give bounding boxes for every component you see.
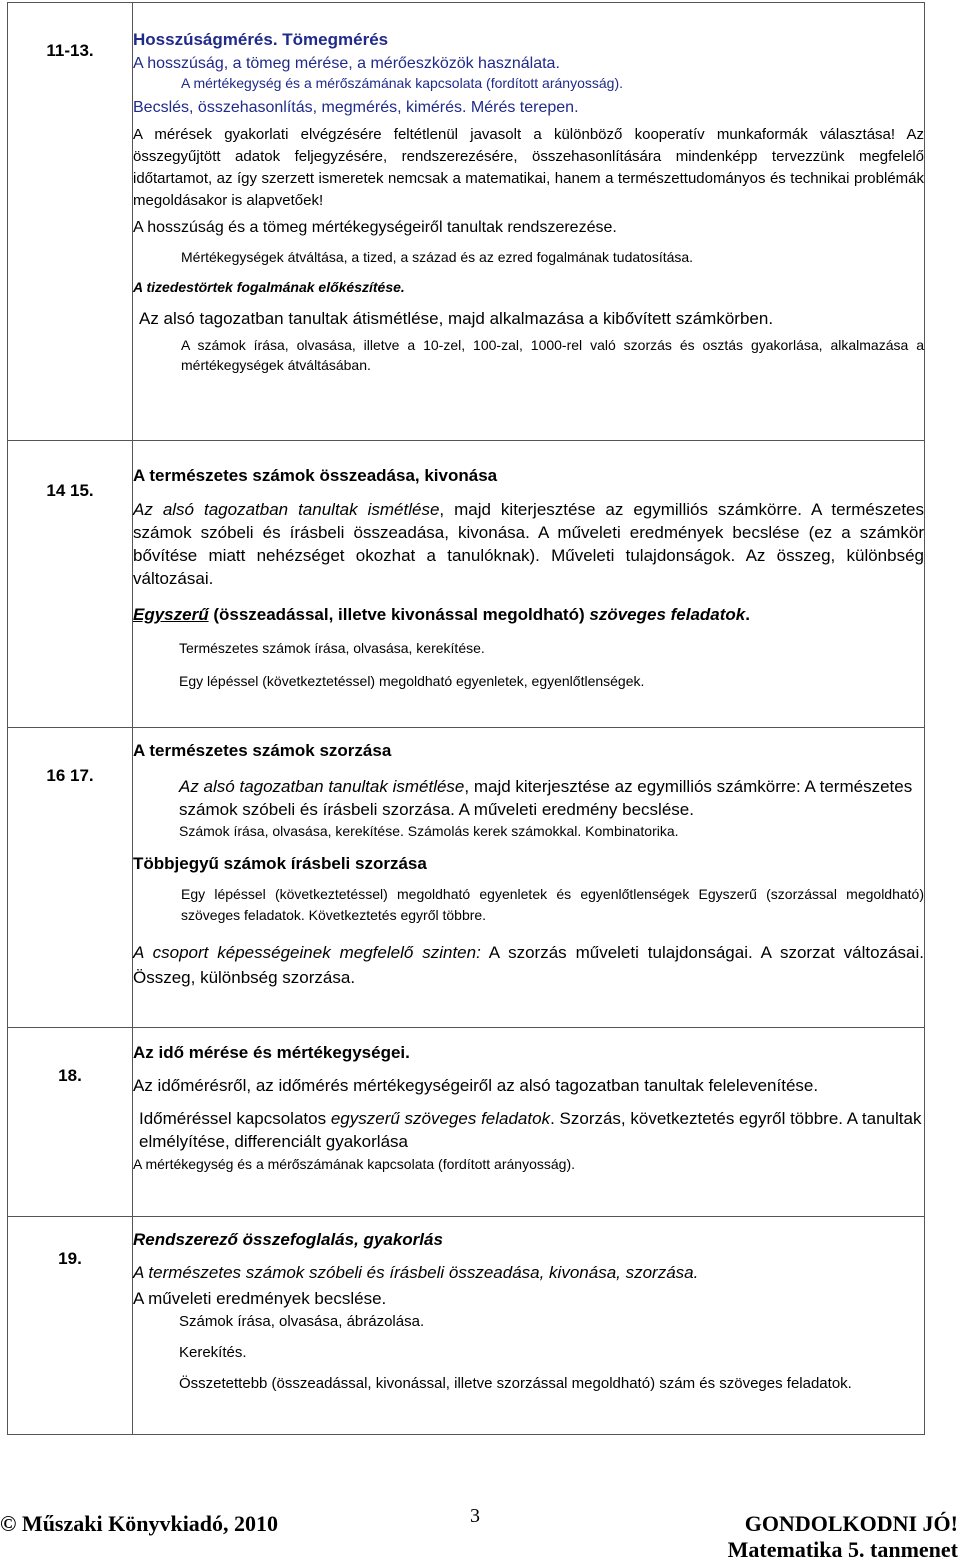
paragraph [133,277,924,298]
lesson-number-text: 19. [58,1249,82,1268]
lesson-content [133,1217,925,1435]
footer-title-line: GONDOLKODNI JÓ! [744,1511,958,1536]
lesson-number [8,3,133,441]
table-row [8,441,925,728]
topic-title: Hosszúságmérés. Tömegmérés [133,30,389,49]
lesson-plan-table [7,2,925,1435]
topic-title: A természetes számok szorzása [133,741,392,760]
lesson-number [8,1028,133,1217]
paragraph: Egy lépéssel (következtetéssel) megoldható egyenletek és egyenlőtlenségek Egyszerű (szorzással megoldható) szöveges feladatok. Következtetés egyről többre. [181,886,924,923]
paragraph: Becslés, összehasonlítás, megmérés, kimérés. Mérés terepen. [133,99,579,116]
table-row [8,3,925,441]
topic-title: A természetes számok összeadása, kivonása [133,466,498,485]
lesson-number-text: 18. [58,1066,82,1085]
paragraph: A mértékegység és a mérőszámának kapcsolata (fordított arányosság). [133,1156,575,1172]
paragraph: A természetes számok szóbeli és írásbeli összeadása, kivonása, szorzása. [133,1263,699,1282]
paragraph: A hosszúság, a tömeg mérése, a mérőeszközök használata. [133,55,560,72]
paragraph: Egy lépéssel (következtetéssel) megoldható egyenletek, egyenlőtlenségek. [179,673,645,689]
footer-title-line: Matematika 5. tanmenet [727,1537,958,1562]
lesson-number [8,728,133,1028]
lesson-number-text: 14 15. [46,481,94,500]
paragraph-part: , majd kiterjesztése az egymilliós számkörre. A természetes számok szóbeli és írásbeli összeadása, kivonása. A műveleti eredmények becslése (ez a számkör bővítése miatt nehézséget okozhat a tanulóknak). Műveleti tulajdonságok. Az összeg, különbség változásai. [133,500,924,588]
lesson-content [133,3,925,441]
lesson-number-text: 16 17. [46,766,94,785]
paragraph-part: egyszerű szöveges feladatok [330,1109,551,1128]
paragraph: A számok írása, olvasása, illetve a 10-zel, 100-zal, 1000-rel való szorzás és osztás gyakorlása, alkalmazása a mértékegységek átváltásában. [181,337,924,373]
paragraph-part: szöveges feladatok [589,605,746,624]
paragraph [133,940,924,990]
paragraph [133,604,924,625]
paragraph: A műveleti eredmények becslése. [133,1289,387,1308]
paragraph-part: Az alsó tagozatban tanultak ismétlése [133,500,440,519]
paragraph: A mérések gyakorlati elvégzésére feltétlenül javasolt a különböző kooperatív munkaformák választása! Az összegyűjtött adatok feljegyzésére, rendszerezésére, összehasonlítására mindenképp tervezzünk megfelelő időtartamot, az így szerzett ismeretek nemcsak a matematikai, hanem a természettudományos és technikai problémák megoldásakor is alapvetőek! [133,126,924,209]
paragraph-part: . Szorzás, következtetés egyről többre. A tanultak elmélyítése, differenciált gyakorlása [139,1109,922,1151]
paragraph-part: (összeadással, illetve kivonással megoldható) [208,605,590,624]
lesson-number-text: 11-13. [46,41,94,60]
paragraph-part: Az alsó tagozatban tanultak ismétlése [179,777,465,796]
paragraph: Mértékegységek átváltása, a tized, a század és az ezred fogalmának tudatosítása. [181,249,694,265]
table-row [8,728,925,1028]
paragraph-part: A csoport képességeinek megfelelő szinten: [133,943,481,962]
paragraph [133,775,924,821]
paragraph: A mértékegység és a mérőszámának kapcsolata (fordított arányosság). [181,75,623,91]
topic-title: Az idő mérése és mértékegységei. [133,1043,410,1062]
paragraph: Az időmérésről, az időmérés mértékegységeiről az alsó tagozatban tanultak felelevenítése. [133,1076,819,1095]
page-number: 3 [470,1505,480,1527]
lesson-content [133,1028,925,1217]
paragraph: Számok írása, olvasása, ábrázolása. [179,1313,425,1330]
paragraph-part: A szorzás műveleti tulajdonságai. A szorzat változásai. Összeg, különbség szorzása. [133,943,925,987]
paragraph: A hosszúság és a tömeg mértékegységeiről tanultak rendszerezése. [133,219,617,236]
table-row [8,1217,925,1435]
paragraph: Az alsó tagozatban tanultak átismétlése, majd alkalmazása a kibővített számkörben. [139,309,774,328]
footer-title [728,1511,958,1563]
paragraph-part: Egyszerű [133,605,209,624]
lesson-number [8,441,133,728]
paragraph-part: . [745,605,750,624]
paragraph: Kerekítés. [179,1344,247,1361]
lesson-number [8,1217,133,1435]
paragraph [133,1107,924,1153]
subtopic-title: Többjegyű számok írásbeli szorzása [133,854,427,873]
page-footer [0,1505,960,1562]
paragraph-part: , majd kiterjesztése az egymilliós számkörre: A természetes számok szóbeli és írásbeli szorzása. A műveleti eredmény becslése. [179,777,913,819]
paragraph-part: . [400,279,405,295]
paragraph: Összetettebb (összeadással, kivonással, illetve szorzással megoldható) szám és szöveges feladatok. [179,1375,852,1392]
paragraph-part: Időméréssel kapcsolatos [139,1109,331,1128]
paragraph-part: A tizedestörtek fogalmának előkészítése [133,279,401,295]
table-row [8,1028,925,1217]
paragraph: Számok írása, olvasása, kerekítése. Számolás kerek számokkal. Kombinatorika. [179,823,679,839]
topic-title: Rendszerező összefoglalás, gyakorlás [133,1230,443,1249]
paragraph: Természetes számok írása, olvasása, kerekítése. [179,640,485,656]
lesson-content [133,441,925,728]
paragraph [133,498,924,590]
lesson-content [133,728,925,1028]
footer-publisher: © Műszaki Könyvkiadó, 2010 [0,1511,279,1536]
